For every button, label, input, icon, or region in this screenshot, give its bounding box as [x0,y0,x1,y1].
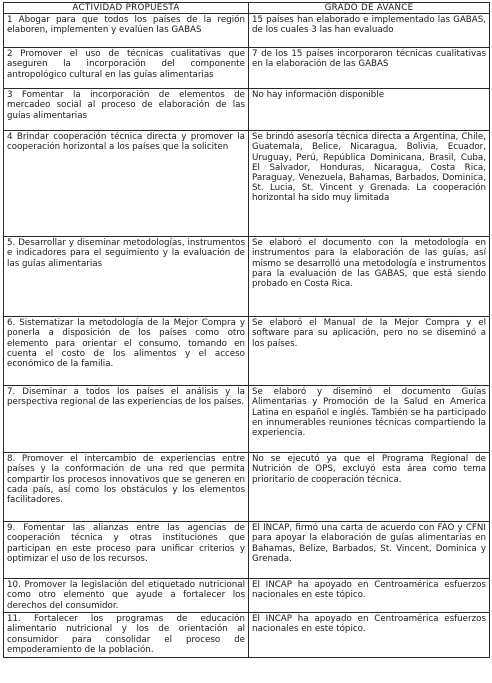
table-row [4,579,490,613]
progress-cell: No hay información disponible [249,89,490,131]
table-row [4,317,490,386]
progress-cell: 15 países han elaborado e implementado las GABAS, de los cuales 3 las han evaluado [249,14,490,48]
activity-cell: 5. Desarrollar y diseminar metodologías, instrumentos e indicadores para el seguimiento y la evaluación de las guías alimentarias [4,237,249,317]
activity-cell: 8. Promover el intercambio de experiencias entre países y la conformación de una red que permita compartir los procesos innovativos que se generen en cada país, así como los obstáculos y los elementos facilitadores. [4,453,249,522]
table-row [4,613,490,658]
activity-cell: 9. Fomentar las alianzas entre las agencias de cooperación técnica y otras instituciones que participan en este proceso para unificar criterios y optimizar el uso de los recursos. [4,522,249,579]
progress-cell: El INCAP ha apoyado en Centroamérica esfuerzos nacionales en este tópico. [249,579,490,613]
table-row [4,386,490,453]
progress-cell: El INCAP ha apoyado en Centroamérica esfuerzos nacionales en este tópico. [249,613,490,658]
progress-cell: 7 de los 15 países incorporaron técnicas cualitativas en la elaboración de las GABAS [249,48,490,89]
activity-cell: 4 Brindar cooperación técnica directa y promover la cooperación horizontal a los países que la soliciten [4,131,249,237]
table-row [4,14,490,48]
activity-cell: 2 Promover el uso de técnicas cualitativas que aseguren la incorporación del componente antropológico cultural en las guías alimentarias [4,48,249,89]
progress-cell: Se elaboró el documento con la metodología en instrumentos para la elaboración de las guías, así mismo se desarrolló una metodología e instrumentos para la evaluación de las GABAS, que está siendo probado en Costa Rica. [249,237,490,317]
progress-cell: Se elaboró el Manual de la Mejor Compra y el software para su aplicación, pero no se diseminó a los países. [249,317,490,386]
progress-cell: No se ejecutó ya que el Programa Regional de Nutrición de OPS, excluyó esta área como tema prioritario de cooperación técnica. [249,453,490,522]
table-row [4,48,490,89]
progress-table [3,2,490,658]
table-row [4,89,490,131]
progress-cell: Se brindó asesoría técnica directa a Argentina, Chile, Guatemala, Belice, Nicaragua, Bolivia, Ecuador, Uruguay, Perú, República Dominicana, Brasil, Cuba, El Salvador, Honduras, Nicaragua, Costa Rica, Paraguay, Venezuela, Bahamas, Barbados, Dominica, St. Lucia, St. Vincent y Grenada. La cooperación horizontal ha sido muy limitada [249,131,490,237]
activity-cell: 10. Promover la legislación del etiquetado nutricional como otro elemento que ayude a fortalecer los derechos del consumidor. [4,579,249,613]
header-progress: GRADO DE AVANCE [249,3,490,14]
progress-cell: El INCAP, firmó una carta de acuerdo con FAO y CFNI para apoyar la elaboración de guías alimentarias en Bahamas, Belize, Barbados, St. Vincent, Dominica y Grenada. [249,522,490,579]
table-row [4,522,490,579]
activity-cell: 1 Abogar para que todos los países de la región elaboren, implementen y evalúen las GABAS [4,14,249,48]
table-row [4,453,490,522]
table-header-row [4,3,490,14]
progress-cell: Se elaboró y diseminó el documento Guías Alimentarias y Promoción de la Salud en America Latina en español e inglés. También se ha participado en innumerables reuniones técnicas compartiendo la experiencia. [249,386,490,453]
activity-cell: 3 Fomentar la incorporación de elementos de mercadeo social al proceso de elaboración de las guías alimentarias [4,89,249,131]
activity-cell: 11. Fortalecer los programas de educación alimentario nutricional y los de orientación al consumidor para consolidar el proceso de empoderamiento de la población. [4,613,249,658]
table-row [4,237,490,317]
activity-cell: 6. Sistematizar la metodología de la Mejor Compra y ponerla a disposición de los países como otro elemento para orientar el consumo, tomando en cuenta el costo de los alimentos y el acceso económico de la familia. [4,317,249,386]
table-row [4,131,490,237]
activity-cell: 7. Diseminar a todos los países el análisis y la perspectiva regional de las experiencias de los países. [4,386,249,453]
header-activity: ACTIVIDAD PROPUESTA [4,3,249,14]
